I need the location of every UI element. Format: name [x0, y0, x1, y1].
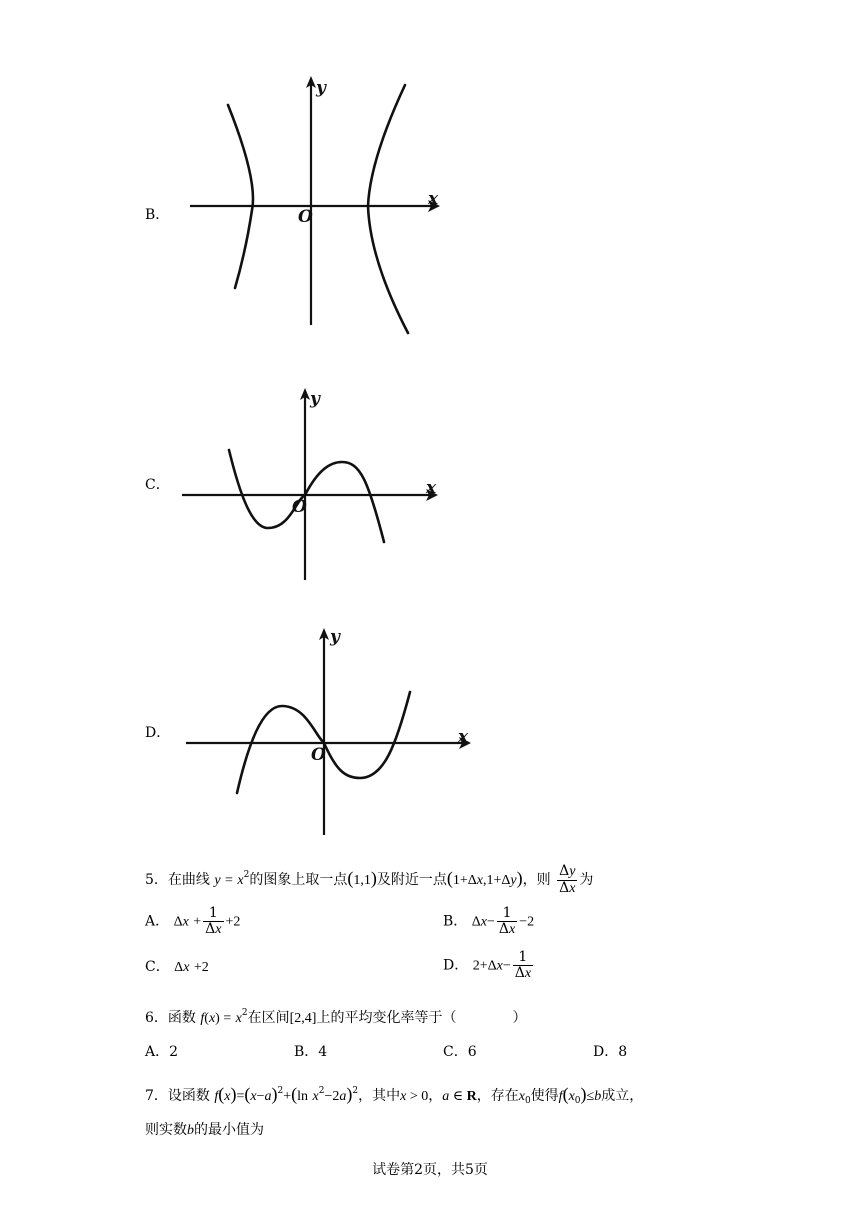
question-7-stem: 7．设函数 $f(x)=(x-a)^2+(\ln$ $x^2-2a)^2$，其中x > 0，a ∈ R，存在$x_0$使得$f(x_0)\le b$成立， — [145, 1084, 644, 1106]
q6-choice-c[interactable]: C．6 — [443, 1044, 477, 1060]
q5-choice-c[interactable]: C． Δx +2 — [145, 959, 209, 975]
y-axis-label: y — [316, 78, 326, 98]
x-axis-label: x — [426, 478, 437, 498]
option-d-label: D． — [145, 725, 171, 741]
x-axis-label: x — [458, 727, 469, 747]
question-7-line2: 则实数b的最小值为 — [145, 1122, 264, 1138]
question-5-stem: 5．在曲线 $y = x^2$的图象上取一点(1,1)及附近一点(1+Δx,1+Δy)，则 $\frac{\Delta y}{\Delta x}$ 为 — [145, 863, 594, 896]
origin-label: O — [298, 207, 313, 227]
q6-choice-a[interactable]: A．2 — [145, 1044, 179, 1060]
y-axis-label: y — [330, 627, 340, 647]
y-axis-label: y — [310, 389, 320, 409]
q5-choice-d[interactable]: D． 2+Δx− $\frac{1}{\Delta x}$ — [443, 949, 532, 981]
x-axis-label: x — [428, 189, 439, 209]
q6-choice-b[interactable]: B．4 — [294, 1044, 328, 1060]
option-c-label: C． — [145, 477, 170, 493]
q5-choice-a[interactable]: A． Δx + $\frac{1}{\Delta x}$ +2 — [145, 905, 241, 937]
option-b-label: B． — [145, 207, 170, 223]
q6-choice-d[interactable]: D．8 — [593, 1044, 628, 1060]
question-6-stem: 6．函数 $f(x) = x^2$在区间[2,4]上的平均变化率等于（ ） — [145, 1008, 527, 1026]
origin-label: O — [292, 497, 307, 517]
origin-label: O — [311, 745, 326, 765]
page-footer: 试卷第2页，共5页 — [372, 1162, 488, 1178]
q5-choice-b[interactable]: B． Δx− $\frac{1}{\Delta x}$ −2 — [443, 905, 535, 937]
